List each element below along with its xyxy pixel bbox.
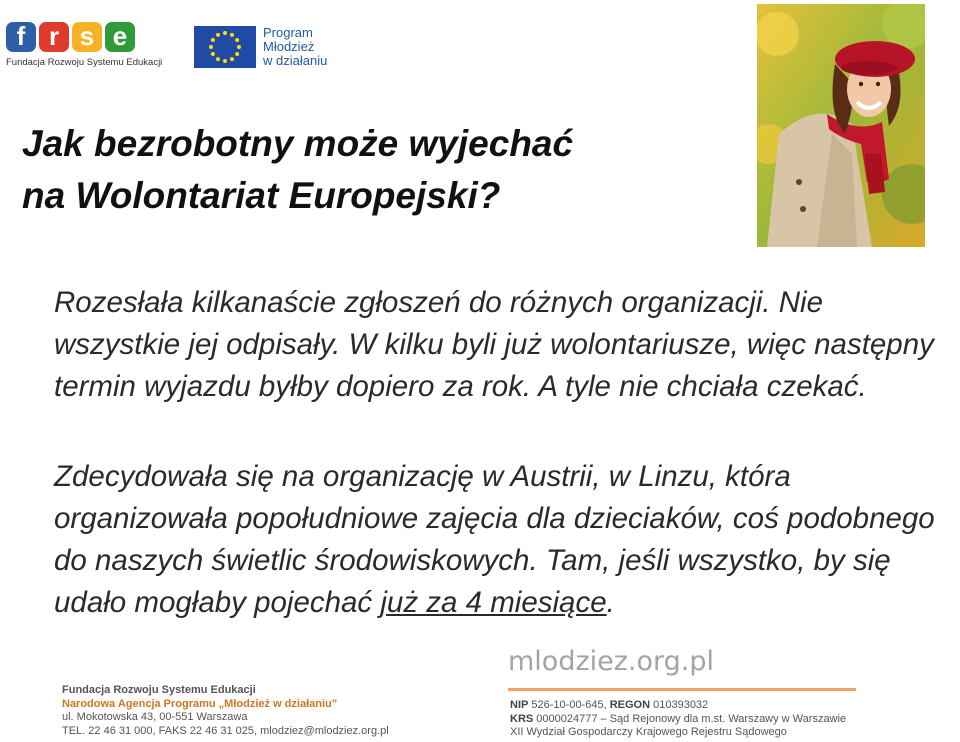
body-paragraph-2-text: Zdecydowała się na organizację w Austrii, w Linzu, która organizowała popołudniowe zajęcia dla dzieciaków, coś podobnego do naszych świetlic środowiskowych. Tam, jeśli wszystko, by się udało mogłaby pojechać xyxy=(54,460,935,619)
frse-logo xyxy=(6,21,163,74)
eu-star-3 xyxy=(223,59,227,63)
krs-label: KRS xyxy=(510,712,534,725)
eu-text-line1: Program xyxy=(263,25,313,40)
footer-court: XII Wydział Gospodarczy Krajowego Rejestru Sądowego xyxy=(510,726,787,738)
footer-street: ul. Mokotowska 43, 00-551 Warszawa xyxy=(62,711,248,723)
eu-text-line3: w działaniu xyxy=(263,53,328,68)
regon-value: 010393032 xyxy=(653,699,709,711)
footer-nip-regon xyxy=(510,699,846,713)
body-paragraph-1: Rozesłała kilkanaście zgłoszeń do różnych organizacji. Nie wszystkie jej odpisały. W kilku byli już wolontariusze, więc następny termin wyjazdu byłby dopiero za rok. A tyle nie chciała czekać. xyxy=(54,286,934,403)
body-paragraph-2-underlined: już za 4 miesiące xyxy=(380,586,607,619)
footer-agency-name: Narodowa Agencja Programu „Młodzież w działaniu” xyxy=(62,697,338,710)
eu-star-9 xyxy=(223,31,227,35)
eu-text-line2: Młodzież xyxy=(263,39,315,54)
eu-program-text xyxy=(263,26,327,68)
footer-address xyxy=(62,684,389,738)
frse-tile-r: r xyxy=(39,22,69,52)
site-url[interactable]: mlodziez.org.pl xyxy=(508,646,715,677)
eu-star-4 xyxy=(216,57,220,61)
nip-label: NIP xyxy=(510,699,529,711)
body-paragraph-2 xyxy=(54,456,954,624)
eu-star-10 xyxy=(230,33,234,37)
eu-star-6 xyxy=(209,45,213,49)
frse-tile-f: f xyxy=(6,22,36,52)
footer-registration xyxy=(510,699,846,740)
eu-star-5 xyxy=(211,52,215,56)
footer-org-name: Fundacja Rozwoju Systemu Edukacji xyxy=(62,684,256,696)
regon-label: REGON xyxy=(609,699,651,711)
photo-woman-red-beret xyxy=(757,4,925,247)
eu-star-0 xyxy=(237,45,241,49)
eu-star-7 xyxy=(211,38,215,42)
footer-contact: TEL. 22 46 31 000, FAKS 22 46 31 025, mlodziez@mlodziez.org.pl xyxy=(62,724,389,737)
slide-title-line1: Jak bezrobotny może wyjechać xyxy=(22,123,574,164)
frse-tile-e: e xyxy=(105,22,135,52)
eu-star-2 xyxy=(230,57,234,61)
slide-title-line2: na Wolontariat Europejski? xyxy=(22,175,501,216)
photo-illustration xyxy=(757,4,925,247)
eu-program-logo xyxy=(194,26,327,68)
frse-subtitle: Fundacja Rozwoju Systemu Edukacji xyxy=(6,57,163,68)
footer-krs xyxy=(510,713,846,727)
eu-flag-icon xyxy=(194,26,256,68)
krs-value: 0000024777 – Sąd Rejonowy dla m.st. Warszawy w Warszawie xyxy=(536,712,847,725)
footer-divider xyxy=(508,688,856,691)
frse-tile-s: s xyxy=(72,22,102,52)
slide-title xyxy=(22,118,722,222)
eu-star-11 xyxy=(235,38,239,42)
frse-letters xyxy=(6,22,156,52)
body-paragraph-2-end: . xyxy=(606,586,615,619)
eu-star-1 xyxy=(235,52,239,56)
nip-value: 526-10-00-645, xyxy=(531,699,607,711)
eu-star-8 xyxy=(216,33,220,37)
